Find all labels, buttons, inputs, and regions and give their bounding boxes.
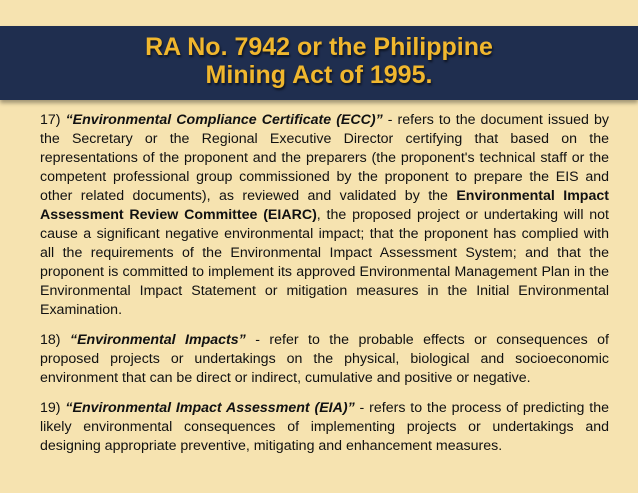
definition-text: - refers to the process of predicting the likely environmental consequences of implementing projects or undertakings and designing appropriate preventive, mitigating and enhancement measures. bbox=[40, 400, 609, 454]
definition-number: 18) bbox=[40, 332, 61, 348]
definition-18 bbox=[40, 331, 609, 388]
definition-number: 19) bbox=[40, 400, 61, 416]
definition-bold-phrase: Environmental Impact Assessment Review Committee (EIARC) bbox=[40, 188, 609, 223]
definitions-list bbox=[40, 111, 609, 467]
title-line-1: RA No. 7942 or the Philippine bbox=[145, 33, 493, 61]
title-line-2: Mining Act of 1995. bbox=[205, 61, 433, 89]
definition-19 bbox=[40, 399, 609, 456]
definition-term: “Environmental Impact Assessment (EIA)” bbox=[65, 400, 355, 416]
definition-17 bbox=[40, 111, 609, 320]
definition-text: - refers to the document issued by the Secretary or the Regional Executive Director certifying that based on the representations of the proponent and the preparers (the proponent's technical staff or the competent professional group commissioned by the proponent to prepare the EIS and other related documents), as reviewed and validated by the bbox=[40, 112, 609, 204]
definition-term: “Environmental Compliance Certificate (ECC)” bbox=[65, 112, 383, 128]
definition-text: - refer to the probable effects or consequences of proposed projects or undertakings on the physical, biological and socioeconomic environment that can be direct or indirect, cumulative and positive or negative. bbox=[40, 332, 609, 386]
definition-term: “Environmental Impacts” bbox=[69, 332, 246, 348]
definition-number: 17) bbox=[40, 112, 61, 128]
definition-text-continued: , the proposed project or undertaking will not cause a significant negative environmental impact; that the proponent has complied with all the requirements of the Environmental Impact Assessment System; and that the proponent is committed to implement its approved Environmental Management Plan in the Environmental Impact Statement or mitigation measures in the Initial Environmental Examination. bbox=[40, 207, 609, 318]
slide-title bbox=[0, 33, 638, 89]
